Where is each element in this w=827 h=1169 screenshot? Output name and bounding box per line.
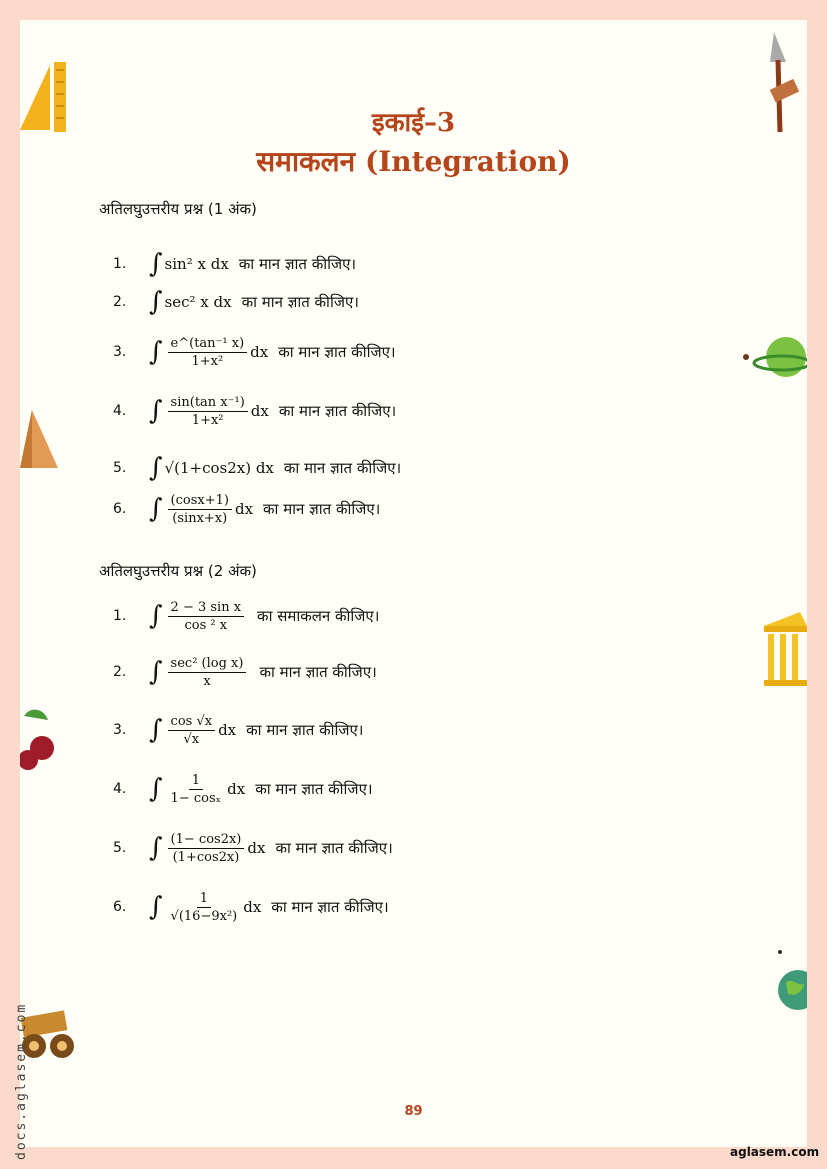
question-text: का मान ज्ञात कीजिए।	[271, 898, 389, 916]
integral-expression	[149, 600, 247, 633]
page-sheet	[20, 20, 807, 1147]
question-text: का समाकलन कीजिए।	[257, 607, 380, 625]
question-text: का मान ज्ञात कीजिए।	[246, 721, 364, 739]
question-text: का मान ज्ञात कीजिए।	[275, 839, 393, 857]
question-number: 4.	[113, 403, 127, 419]
numerator: e^(tan⁻¹ x)	[168, 336, 248, 353]
numerator: (1− cos2x)	[168, 832, 245, 849]
side-watermark: docs.aglasem.com	[14, 1002, 29, 1160]
question-number: 1.	[113, 256, 127, 272]
question-number: 2.	[113, 294, 127, 310]
question-number: 4.	[113, 781, 127, 797]
integral-expression	[149, 336, 268, 369]
integral-expression	[149, 455, 274, 481]
integral-sign-icon: ∫	[149, 833, 163, 863]
fraction	[168, 832, 245, 865]
question-row	[113, 594, 713, 638]
question-text: का मान ज्ञात कीजिए।	[255, 780, 373, 798]
question-text: का मान ज्ञात कीजिए।	[238, 255, 357, 273]
fraction	[168, 714, 216, 747]
integral-sign-icon: ∫	[149, 249, 163, 279]
numerator: 1	[189, 773, 203, 790]
integral-expression	[149, 714, 236, 747]
question-number: 6.	[113, 501, 127, 517]
question-row	[113, 487, 713, 531]
question-number: 2.	[113, 664, 127, 680]
integral-sign-icon: ∫	[149, 657, 163, 687]
differential: dx	[243, 898, 262, 916]
numerator: sec² (log x)	[168, 656, 247, 673]
question-row	[113, 650, 713, 694]
page-number: 89	[404, 1104, 423, 1119]
integrand: √(1+cos2x) dx	[164, 459, 274, 477]
question-number: 3.	[113, 722, 127, 738]
differential: dx	[250, 402, 269, 420]
section1-heading: अतिलघुउत्तरीय प्रश्न (1 अंक)	[99, 200, 257, 218]
integral-sign-icon: ∫	[149, 494, 163, 524]
integral-sign-icon: ∫	[149, 892, 163, 922]
integral-expression	[149, 891, 261, 924]
integral-expression	[149, 832, 265, 865]
footer-brand: aglasem.com	[730, 1145, 820, 1159]
fraction	[168, 493, 232, 526]
denominator: (1+cos2x)	[172, 849, 240, 865]
question-row	[113, 885, 713, 929]
cannon-icon	[20, 1000, 82, 1062]
differential: dx	[218, 721, 237, 739]
question-text: का मान ज्ञात कीजिए।	[259, 663, 377, 681]
globe-icon	[776, 948, 807, 1020]
integral-sign-icon: ∫	[149, 774, 163, 804]
question-row	[113, 446, 713, 490]
differential: dx	[250, 343, 269, 361]
differential: dx	[227, 780, 246, 798]
temple-icon	[760, 608, 807, 688]
cherries-icon	[20, 706, 60, 778]
numerator: cos √x	[168, 714, 216, 731]
fraction	[168, 395, 248, 428]
integral-sign-icon: ∫	[149, 601, 163, 631]
numerator: 2 − 3 sin x	[168, 600, 245, 617]
denominator: cos ² x	[184, 617, 228, 633]
differential: dx	[247, 839, 266, 857]
question-number: 1.	[113, 608, 127, 624]
integral-sign-icon: ∫	[149, 715, 163, 745]
integrand: sin² x dx	[164, 255, 229, 273]
integral-sign-icon: ∫	[149, 396, 163, 426]
denominator: 1+x²	[191, 412, 224, 428]
question-number: 3.	[113, 344, 127, 360]
differential: dx	[234, 500, 254, 518]
question-number: 6.	[113, 899, 127, 915]
fraction	[168, 773, 225, 806]
denominator: √x	[183, 731, 200, 747]
integral-expression	[149, 289, 232, 315]
denominator: 1+x²	[191, 353, 224, 369]
question-row	[113, 330, 713, 374]
question-row	[113, 389, 713, 433]
integral-sign-icon: ∫	[149, 287, 163, 317]
question-text: का मान ज्ञात कीजिए।	[241, 293, 359, 311]
denominator: 1− cosₓ	[170, 790, 222, 806]
question-text: का मान ज्ञात कीजिए।	[278, 343, 396, 361]
numerator: 1	[197, 891, 211, 908]
question-row	[113, 708, 713, 752]
denominator: x	[203, 673, 211, 689]
question-row	[113, 280, 713, 324]
question-text: का मान ज्ञात कीजिए।	[283, 459, 402, 477]
numerator: (cosx+1)	[168, 493, 232, 510]
integral-sign-icon: ∫	[149, 453, 163, 483]
question-row	[113, 767, 713, 811]
question-number: 5.	[113, 840, 127, 856]
integral-expression	[149, 656, 249, 689]
fraction	[168, 336, 248, 369]
integral-expression	[149, 395, 269, 428]
pyramid-icon	[20, 408, 60, 470]
question-text: का मान ज्ञात कीजिए।	[278, 402, 397, 420]
section2-heading: अतिलघुउत्तरीय प्रश्न (2 अंक)	[99, 562, 257, 580]
fraction	[168, 891, 241, 924]
question-row	[113, 826, 713, 870]
chapter-title: समाकलन (Integration)	[256, 145, 571, 178]
denominator: (sinx+x)	[172, 510, 228, 526]
integrand: sec² x dx	[164, 293, 232, 311]
unit-title: इकाई–3	[371, 108, 456, 138]
planet-icon	[740, 335, 807, 385]
denominator: √(16−9x²)	[170, 908, 238, 924]
integral-sign-icon: ∫	[149, 337, 163, 367]
integral-expression	[149, 251, 229, 277]
question-number: 5.	[113, 460, 127, 476]
integral-expression	[149, 493, 253, 526]
fraction	[168, 656, 247, 689]
question-text: का मान ज्ञात कीजिए।	[263, 500, 381, 518]
fraction	[168, 600, 245, 633]
numerator: sin(tan x⁻¹)	[168, 395, 248, 412]
integral-expression	[149, 773, 245, 806]
